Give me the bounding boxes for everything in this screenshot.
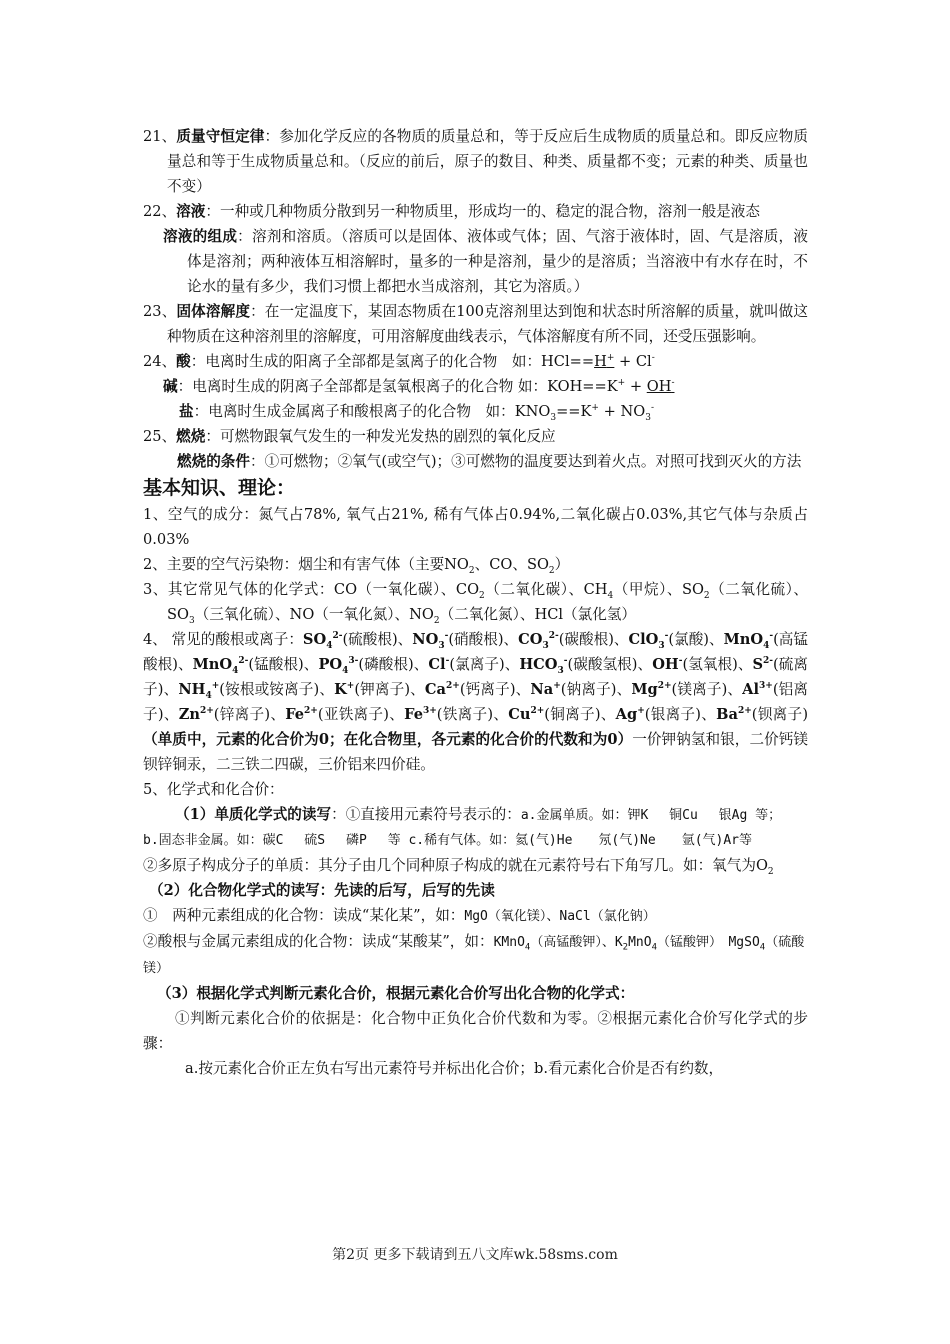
item-22-composition [143, 224, 808, 299]
item-24-salt [143, 399, 808, 424]
ion-name: (铵根或铵离子)、 [219, 681, 335, 698]
sep: ： [193, 403, 209, 420]
ion-name: (氯酸)、 [668, 631, 724, 648]
ion-entry [404, 706, 508, 723]
ion-charge: + [637, 706, 645, 717]
item-number: 24、 [143, 353, 177, 370]
ion-formula: Na [530, 681, 554, 698]
ion-entry [652, 656, 752, 673]
ion-entry [318, 656, 429, 676]
ion-charge: - [664, 631, 669, 642]
knowledge-3 [143, 577, 808, 627]
ion-name: (钠离子)、 [560, 681, 632, 698]
lead: 4、 常见的酸根或离子： [143, 631, 303, 648]
item-number: 25、 [143, 428, 177, 445]
ion-name: (铝离子)、 [143, 681, 809, 723]
ion-formula: Al [742, 681, 760, 698]
ion-name: (碳酸根)、 [558, 631, 629, 648]
ion-subscript: 3 [542, 640, 549, 651]
text: ① 两种元素组成的化合物：读成“某化某”，如： [143, 907, 465, 924]
k5-p1 [143, 802, 808, 828]
ion-subscript: 3 [658, 640, 665, 651]
item-24-base [143, 374, 808, 399]
ion-subscript: 3 [438, 640, 445, 651]
ion-name: (氯离子)、 [449, 656, 520, 673]
section-heading: 基本知识、理论： [143, 477, 296, 499]
ion-formula: ClO [628, 631, 659, 648]
sub: 4 [651, 942, 657, 953]
ion-entry [616, 706, 716, 723]
k5-p1c [143, 853, 808, 878]
ion-subscript: 4 [342, 665, 349, 676]
text: ②多原子构成分子的单质：其分子由几个同种原子构成的就在元素符号右下角写几。如：氧气为O [143, 857, 768, 874]
definition: 可燃物跟氧气发生的一种发光发热的剧烈的氧化反应 [219, 428, 556, 445]
ion-entry [508, 706, 615, 723]
ion-entry [425, 681, 531, 698]
plus: + NO [598, 403, 646, 420]
ion-formula: NO [412, 631, 439, 648]
sub: 2 [703, 590, 710, 601]
page-content [143, 124, 808, 1081]
ion-charge: 2- [763, 656, 774, 667]
f: （锰酸钾） MgSO [656, 935, 760, 950]
ion-formula: Fe [404, 706, 423, 723]
ion-name: (镁离子)、 [671, 681, 743, 698]
text: 2、主要的空气污染物：烟尘和有害气体（主要NO [143, 556, 469, 573]
text: ） [554, 556, 570, 573]
sep: ： [264, 128, 280, 145]
ion-name: (铁离子)、 [436, 706, 509, 723]
sub: 4 [759, 942, 766, 953]
ion-formula: OH [652, 656, 679, 673]
definition: 电离时生成的阴离子全部都是氢氧根离子的化合物 如：KOH==K [192, 378, 618, 395]
knowledge-5-title: 5、化学式和化合价： [143, 781, 284, 798]
ion-entry [178, 681, 335, 701]
f: （高锰酸钾）、K [530, 935, 623, 950]
ion-charge: 3+ [422, 706, 437, 717]
ion-formula: K [334, 681, 347, 698]
ion-formula: MnO [723, 631, 764, 648]
term: 溶液的组成 [163, 228, 238, 245]
definition: 溶剂和溶质。（溶质可以是固体、液体或气体；固、气溶于液体时，固、气是溶质，液体是溶剂；两种液体互相溶解时，量多的一种是溶剂，量少的是溶质；当溶液中有水存在时，不论水的量有多少，我们习惯上都把水当成溶剂，其它为溶质。） [187, 228, 808, 295]
ion-subscript: 4 [763, 640, 770, 651]
ion-charge: + [346, 681, 355, 692]
ion-name: (磷酸根)、 [358, 656, 429, 673]
sub: 4 [524, 942, 531, 953]
ion-charge: 2+ [446, 681, 460, 692]
k5-p3a: ①判断元素化合价的依据是：化合物中正负化合价代数和为零。②根据元素化合价写化学式的步骤： [143, 1010, 808, 1052]
ion-charge: + [211, 681, 220, 692]
cl-ion: + Cl [614, 353, 652, 370]
ion-charge: - [678, 656, 683, 667]
ion-entry [518, 631, 629, 651]
ion-charge: 3- [348, 656, 359, 667]
f: KMnO [493, 935, 525, 950]
ion-entry [631, 681, 742, 698]
ion-charge: - [769, 631, 774, 642]
item-22 [143, 199, 808, 224]
ion-entry [628, 631, 724, 651]
ion-formula: S [752, 656, 764, 673]
ion-charge: 3+ [759, 681, 773, 692]
subheading: （3）根据化学式判断元素化合价，根据元素化合价写出化合物的化学式： [157, 985, 635, 1002]
term: 燃烧的条件 [177, 453, 250, 470]
ion-name: (高锰酸根)、 [143, 631, 809, 673]
text: （二氧化氮）、HCl（氯化氢） [439, 606, 637, 623]
page-footer: 第2页 更多下载请到五八文库wk.58sms.com [332, 1247, 618, 1263]
knowledge-2 [143, 552, 808, 577]
ion-entry [428, 656, 519, 673]
sep: ： [177, 378, 193, 395]
text: （甲烷）、SO [613, 581, 704, 598]
text: （二氧化碳）、CH [484, 581, 608, 598]
item-23 [143, 299, 808, 349]
ion-entry [334, 681, 425, 698]
ion-name: (钙离子)、 [459, 681, 531, 698]
item-21 [143, 124, 808, 199]
ion-entry [530, 681, 631, 698]
item-number: 22、 [143, 203, 177, 220]
term: 溶液 [176, 203, 206, 220]
text: （三氧化硫）、NO（一氧化氮）、NO [194, 606, 434, 623]
k5-p2b [143, 929, 808, 981]
h-ion-charge: + [606, 353, 615, 364]
ion-name: (铜离子)、 [544, 706, 616, 723]
text: 3、其它常见气体的化学式：CO（一氧化碳）、CO [143, 581, 480, 598]
subheading: （2）化合物化学式的读写：先读的后写，后写的先读 [149, 882, 495, 899]
definition: 参加化学反应的各物质的质量总和，等于反应后生成物质的质量总和。即反应物质量总和等于生成物质量总和。（反应的前后，原子的数目、种类、质量都不变；元素的种类、质量也不变） [167, 128, 808, 195]
sep: ： [249, 453, 265, 470]
h-ion-symbol: H [594, 353, 607, 370]
ion-formula: HCO [519, 656, 558, 673]
definition: 电离时生成金属离子和酸根离子的化合物 如：KNO [208, 403, 551, 420]
term: 固体溶解度 [176, 303, 251, 320]
ion-charge: - [444, 631, 449, 642]
knowledge-1: 1、空气的成分：氮气占78%, 氧气占21%, 稀有气体占0.94%,二氧化碳占0.03%,其它气体与杂质占0.03% [143, 506, 808, 548]
knowledge-4 [143, 627, 808, 777]
ion-name: (氢氧根)、 [682, 656, 753, 673]
sep: ： [250, 303, 265, 320]
no3-charge: - [650, 403, 654, 414]
sub: 3 [188, 615, 195, 626]
term: 燃烧 [176, 428, 206, 445]
ion-entry [302, 631, 413, 651]
item-number: 21、 [143, 128, 177, 145]
ion-entry [179, 706, 285, 723]
text: ②酸根与金属元素组成的化合物：读成“某酸某”，如： [143, 933, 494, 950]
sub: 2 [433, 615, 440, 626]
ion-formula: CO [518, 631, 543, 648]
ion-name: (硫酸根)、 [342, 631, 413, 648]
sub: 2 [548, 565, 555, 576]
mid: ==K [556, 403, 592, 420]
ion-charge: 2+ [737, 706, 752, 717]
item-number: 23、 [143, 303, 177, 320]
k5-p2a [143, 903, 808, 929]
examples: a.金属单质。如：钾K 铜Cu 银Ag 等； [520, 808, 782, 823]
plus: + [625, 378, 647, 395]
ion-charge: 2- [548, 631, 559, 642]
ion-charge: + [553, 681, 561, 692]
valence-mnemonic: 一价钾钠氢和银，二价钙镁钡锌铜汞，二三铁二四碳，三价铝来四价硅。 [143, 731, 808, 773]
sub: 2 [767, 866, 774, 877]
ion-charge: 2+ [304, 706, 318, 717]
ion-name: (锰酸根)、 [248, 656, 319, 673]
item-25-conditions [143, 449, 808, 474]
ion-name: (钡离子) [751, 706, 809, 723]
valence-note: （单质中，元素的化合价为0；在化合物里，各元素的化合价的代数和为0） [143, 731, 633, 748]
ion-formula: PO [318, 656, 343, 673]
definition: 一种或几种物质分散到另一种物质里，形成均一的、稳定的混合物，溶剂一般是液态 [219, 203, 760, 220]
sep: ： [205, 428, 220, 445]
ion-name: (亚铁离子)、 [317, 706, 405, 723]
ion-name: (锌离子)、 [213, 706, 286, 723]
sub: 2 [468, 565, 475, 576]
k-charge: + [617, 378, 626, 389]
text: 、CO、SO [474, 556, 549, 573]
ion-charge: 2- [332, 631, 343, 642]
ion-charge: 2+ [657, 681, 672, 692]
ion-name: (硝酸根)、 [448, 631, 519, 648]
ion-subscript: 4 [205, 690, 212, 701]
ion-name: (碳酸氢根)、 [567, 656, 653, 673]
ion-formula: Zn [178, 706, 200, 723]
ion-formula: MnO [192, 656, 233, 673]
ion-name: (硫离子)、 [143, 656, 809, 698]
oh-charge: - [671, 378, 675, 389]
k5-p3 [143, 981, 808, 1006]
ion-formula: Ag [615, 706, 638, 723]
ion-name: (钾离子)、 [354, 681, 425, 698]
ion-subscript: 4 [326, 640, 333, 651]
text: （二氧化硫）、SO [167, 581, 809, 623]
examples: MgO（氧化镁）、NaCl（氯化钠） [464, 909, 656, 924]
ion-formula: NH [178, 681, 206, 698]
ion-formula: Cu [508, 706, 531, 723]
oh-symbol: OH [646, 378, 672, 395]
text: ：①直接用元素符号表示的： [331, 806, 521, 823]
f: MnO [628, 935, 652, 950]
ion-entry [716, 706, 808, 723]
cl-ion-charge: - [651, 353, 655, 364]
sub: 3 [645, 412, 651, 423]
f: （硫酸镁） [143, 935, 805, 976]
item-24-acid [143, 349, 808, 374]
term: 酸 [176, 353, 191, 370]
ion-entry [192, 656, 319, 676]
sub: 2 [622, 942, 629, 953]
k5-p3b: a.按元素化合价正左负右写出元素符号并标出化合价；b.看元素化合价是否有约数， [185, 1060, 724, 1077]
ion-formula: Mg [631, 681, 658, 698]
definition: 在一定温度下，某固态物质在100克溶剂里达到饱和状态时所溶解的质量，就叫做这种物质在这种溶剂里的溶解度，可用溶解度曲线表示，气体溶解度有所不同，还受压强影响。 [167, 303, 808, 345]
ion-charge: - [445, 656, 450, 667]
term: 碱 [163, 378, 178, 395]
term: 质量守恒定律 [176, 128, 265, 145]
k5-p1b: b.固态非金属。如：碳C 硫S 磷P 等 c.稀有气体。如：氦(气)He 氖(气)Ne 氩(气)Ar等 [143, 833, 753, 848]
sep: ： [205, 203, 220, 220]
definition: 电离时生成的阳离子全部都是氢离子的化合物 如：HCl== [205, 353, 595, 370]
term: 盐 [179, 403, 194, 420]
ion-name: (银离子)、 [644, 706, 717, 723]
sub: 3 [550, 412, 557, 423]
ion-charge: 2- [238, 656, 249, 667]
sub: 2 [479, 590, 485, 601]
ion-formula: Ca [424, 681, 446, 698]
sub: 4 [607, 590, 614, 601]
k5-p2 [143, 878, 808, 903]
ion-formula: Cl [428, 656, 446, 673]
ion-subscript: 4 [232, 665, 239, 676]
k-charge: + [591, 403, 599, 414]
subheading: （1）单质化学式的读写 [175, 806, 332, 823]
ion-formula: SO [302, 631, 327, 648]
ion-entry [412, 631, 519, 651]
ion-formula: Ba [716, 706, 738, 723]
ion-entry [519, 656, 653, 676]
ion-charge: - [563, 656, 568, 667]
sep: ： [190, 353, 206, 370]
sep: ： [237, 228, 252, 245]
h-ion [594, 353, 614, 370]
ion-subscript: 3 [557, 665, 564, 676]
ion-formula: Fe [285, 706, 305, 723]
definition: ①可燃物；②氧气(或空气)；③可燃物的温度要达到着火点。对照可找到灭火的方法 [264, 453, 802, 470]
ion-charge: 2+ [530, 706, 545, 717]
oh-ion [647, 378, 675, 395]
ion-entry [285, 706, 404, 723]
item-25 [143, 424, 808, 449]
ion-charge: 2+ [199, 706, 214, 717]
